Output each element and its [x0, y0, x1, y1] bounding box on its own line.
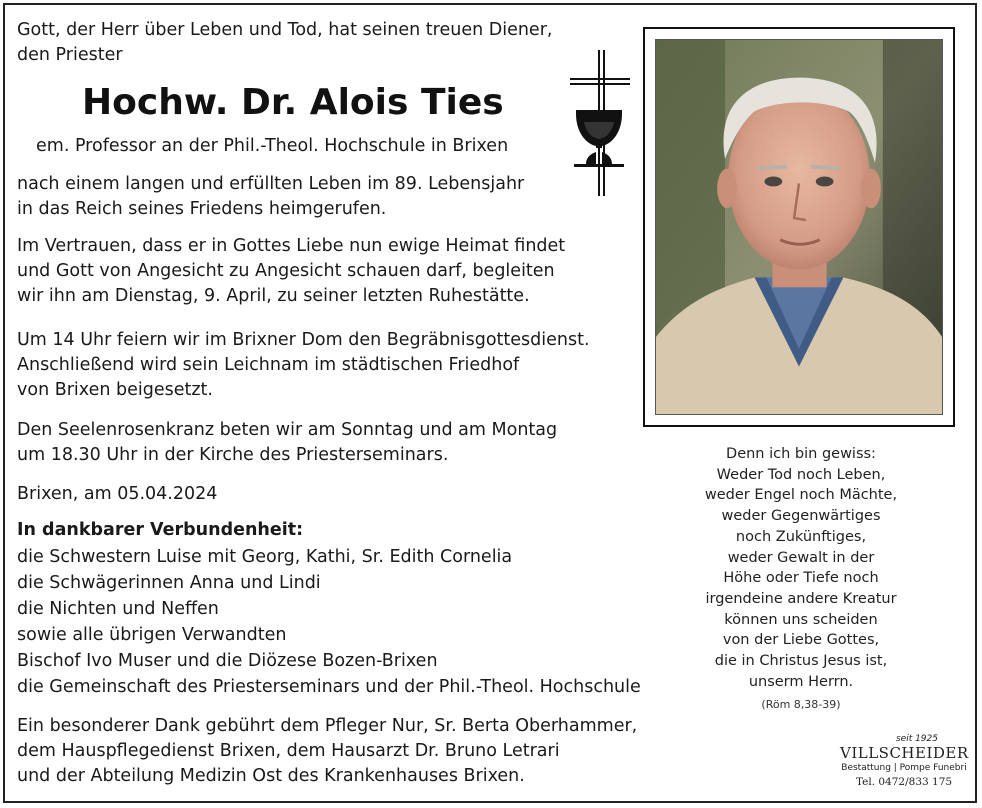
list-item: die Gemeinschaft des Priesterseminars und der Phil.-Theol. Hochschule	[17, 677, 641, 697]
portrait-frame	[643, 27, 955, 427]
intro-text: Gott, der Herr über Leben und Tod, hat seinen treuen Diener, den Priester	[17, 20, 553, 65]
bible-verse: Denn ich bin gewiss: Weder Tod noch Leben, weder Engel noch Mächte, weder Gegenwärtiges noch Zukünftiges, weder Gewalt in der Höhe oder Tiefe noch irgendeine andere Kreatur können uns scheiden von der Liebe Gottes, die in Christus Jesus ist, unserm Herrn.	[704, 446, 898, 690]
cross-chalice-icon	[566, 48, 632, 198]
paragraph-rosary: Den Seelenrosenkranz beten wir am Sonntag und am Montag um 18.30 Uhr in der Kirche des Priesterseminars.	[17, 420, 558, 465]
thanks-heading: In dankbarer Verbundenheit:	[17, 520, 304, 540]
verse-reference: (Röm 8,38-39)	[761, 698, 841, 711]
paragraph-burial: Im Vertrauen, dass er in Gottes Liebe nun ewige Heimat findet und Gott von Angesicht zu Angesicht schauen darf, begleiten wir ihn am Dienstag, 9. April, zu seiner letzten Ruhestätte.	[17, 236, 566, 306]
list-item: die Schwägerinnen Anna und Lindi	[17, 573, 321, 593]
paragraph-death: nach einem langen und erfüllten Leben im 89. Lebensjahr in das Reich seines Friedens heimgerufen.	[17, 174, 525, 219]
date-line: Brixen, am 05.04.2024	[17, 484, 218, 504]
undertaker-tel: Tel. 0472/833 175	[855, 776, 953, 788]
family-list	[17, 544, 641, 700]
paragraph-service: Um 14 Uhr feiern wir im Brixner Dom den Begräbnisgottesdienst. Anschließend wird sein Leichnam im städtischen Friedhof von Brixen beigesetzt.	[17, 330, 590, 400]
undertaker-sub: Bestattung | Pompe Funebri	[841, 763, 967, 773]
list-item: sowie alle übrigen Verwandten	[17, 625, 287, 645]
undertaker-logo	[840, 734, 968, 790]
undertaker-since: seit 1925	[895, 734, 938, 744]
undertaker-name: VILLSCHEIDER	[840, 744, 969, 762]
special-thanks: Ein besonderer Dank gebührt dem Pfleger Nur, Sr. Berta Oberhammer, dem Hauspflegedienst Brixen, dem Hausarzt Dr. Bruno Letrari und der Abteilung Medizin Ost des Krankenhauses Brixen.	[17, 716, 638, 786]
list-item: Bischof Ivo Muser und die Diözese Bozen-Brixen	[17, 651, 438, 671]
list-item: die Schwestern Luise mit Georg, Kathi, Sr. Edith Cornelia	[17, 547, 513, 567]
portrait-illustration	[656, 40, 942, 414]
list-item: die Nichten und Neffen	[17, 599, 219, 619]
portrait-photo	[655, 39, 943, 415]
deceased-name: Hochw. Dr. Alois Ties	[82, 82, 504, 123]
deceased-title: em. Professor an der Phil.-Theol. Hochschule in Brixen	[36, 136, 509, 156]
